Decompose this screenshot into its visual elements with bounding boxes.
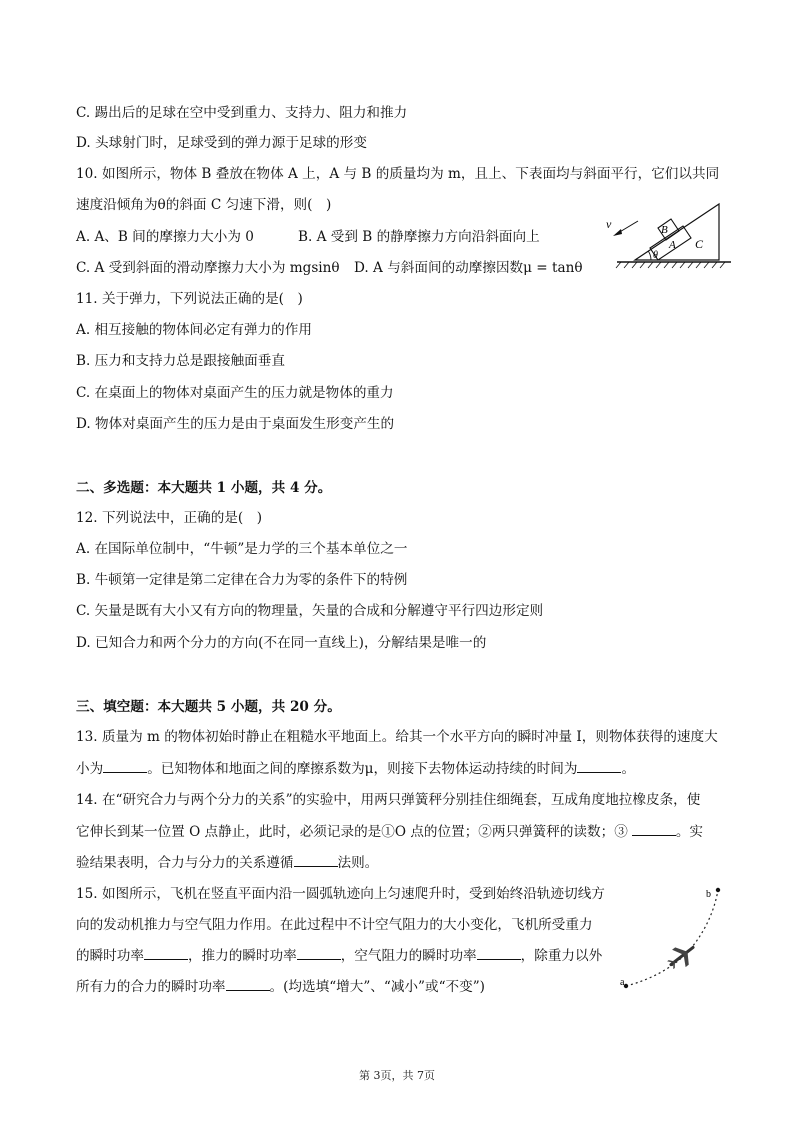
q12-option-a: A. 在国际单位制中，“牛顿”是力学的三个基本单位之一 (76, 541, 408, 557)
q12-option-d: D. 已知合力和两个分力的方向(不在同一直线上)，分解结果是唯一的 (76, 635, 487, 651)
q10-label-theta: θ (653, 250, 658, 261)
q10-label-b: B (661, 224, 668, 236)
q12-option-c: C. 矢量是既有大小又有方向的物理量，矢量的合成和分解遵守平行四边形定则 (76, 603, 544, 619)
q13-blank-1[interactable] (103, 759, 147, 773)
q11-stem: 11. 关于弹力，下列说法正确的是( ) (76, 291, 303, 307)
q13-line2 (76, 759, 635, 779)
q14-text-c: 验结果表明，合力与分力的关系遵循 (76, 855, 294, 871)
q14-line3 (76, 853, 378, 873)
q10-label-v: v (606, 217, 612, 231)
q15-text-d: ，除重力以外 (520, 948, 603, 964)
q12-option-b: B. 牛顿第一定律是第二定律在合力为零的条件下的特例 (76, 572, 408, 588)
q15-blank-2[interactable] (297, 946, 341, 960)
q11-option-b: B. 压力和支持力总是跟接触面垂直 (76, 353, 285, 369)
q10-stem-line2: 速度沿倾角为θ的斜面 C 匀速下滑，则( ) (76, 197, 332, 213)
q10-label-a: A (669, 239, 676, 251)
q15-label-a: a (620, 977, 625, 988)
q9-option-c: C. 踢出后的足球在空中受到重力、支持力、阻力和推力 (76, 105, 408, 121)
q15-label-b: b (706, 889, 711, 900)
q15-arc-figure (616, 880, 728, 998)
q15-blank-1[interactable] (144, 946, 188, 960)
q15-blank-4[interactable] (226, 977, 270, 991)
q15-blank-3[interactable] (477, 946, 521, 960)
q14-text-d: 法则。 (337, 855, 379, 871)
q13-blank-2[interactable] (577, 759, 621, 773)
q11-option-d: D. 物体对桌面产生的压力是由于桌面发生形变产生的 (76, 416, 395, 432)
q13-line1: 13. 质量为 m 的物体初始时静止在粗糙水平地面上。给其一个水平方向的瞬时冲量 I，则物体获得的速度大 (76, 729, 718, 745)
q12-stem: 12. 下列说法中，正确的是( ) (76, 510, 263, 526)
section-multiple-choice-title: 二、多选题：本大题共 1 小题，共 4 分。 (76, 480, 332, 496)
q15-line3 (76, 946, 602, 966)
q15-text-e: 所有力的合力的瞬时功率 (76, 979, 226, 995)
page-number: 第 3页，共 7页 (359, 1069, 435, 1082)
q15-text-b: ，推力的瞬时功率 (187, 948, 297, 964)
q11-option-a: A. 相互接触的物体间必定有弹力的作用 (76, 322, 312, 338)
q13-text-c: 。 (621, 761, 636, 777)
q10-incline-figure (595, 188, 735, 270)
q15-text-c: ，空气阻力的瞬时功率 (340, 948, 477, 964)
q14-text-b: 。实 (675, 824, 703, 840)
q14-text-a: 它伸长到某一位置 O 点静止，此时，必须记录的是①O 点的位置；②两只弹簧秤的读数；③ (76, 824, 628, 840)
q10-option-d: D. A 与斜面间的动摩擦因数μ = tanθ (354, 260, 583, 276)
q15-text-f: 。(均选填“增大”、“减小”或“不变”) (269, 979, 485, 995)
q11-option-c: C. 在桌面上的物体对桌面产生的压力就是物体的重力 (76, 385, 394, 401)
q14-blank-2[interactable] (294, 853, 338, 867)
q9-option-d: D. 头球射门时，足球受到的弹力源于足球的形变 (76, 135, 367, 151)
q13-text-a: 小为 (76, 761, 104, 777)
q15-text-a: 的瞬时功率 (76, 948, 144, 964)
q13-text-b: 。已知物体和地面之间的摩擦系数为μ，则接下去物体运动持续的时间为 (147, 761, 578, 777)
q10-option-b: B. A 受到 B 的静摩擦力方向沿斜面向上 (298, 229, 540, 245)
q14-line1: 14. 在“研究合力与两个分力的关系”的实验中，用两只弹簧秤分别挂住细绳套，互成角度地拉橡皮条，使 (76, 792, 701, 808)
q10-option-a: A. A、B 间的摩擦力大小为 0 (76, 229, 254, 245)
q10-option-c: C. A 受到斜面的滑动摩擦力大小为 mgsinθ (76, 260, 340, 276)
q14-blank-1[interactable] (632, 822, 676, 836)
q14-line2 (76, 822, 703, 842)
q10-label-c: C (695, 237, 704, 251)
q10-stem-line1: 10. 如图所示，物体 B 叠放在物体 A 上，A 与 B 的质量均为 m，且上、下表面均与斜面平行，它们以共同 (76, 166, 720, 182)
q15-line2: 向的发动机推力与空气阻力作用。在此过程中不计空气阻力的大小变化，飞机所受重力 (76, 917, 593, 933)
section-fill-blank-title: 三、填空题：本大题共 5 小题，共 20 分。 (76, 699, 341, 715)
q15-line1: 15. 如图所示，飞机在竖直平面内沿一圆弧轨迹向上匀速爬升时，受到始终沿轨迹切线方 (76, 886, 605, 902)
q15-line4 (76, 977, 485, 997)
